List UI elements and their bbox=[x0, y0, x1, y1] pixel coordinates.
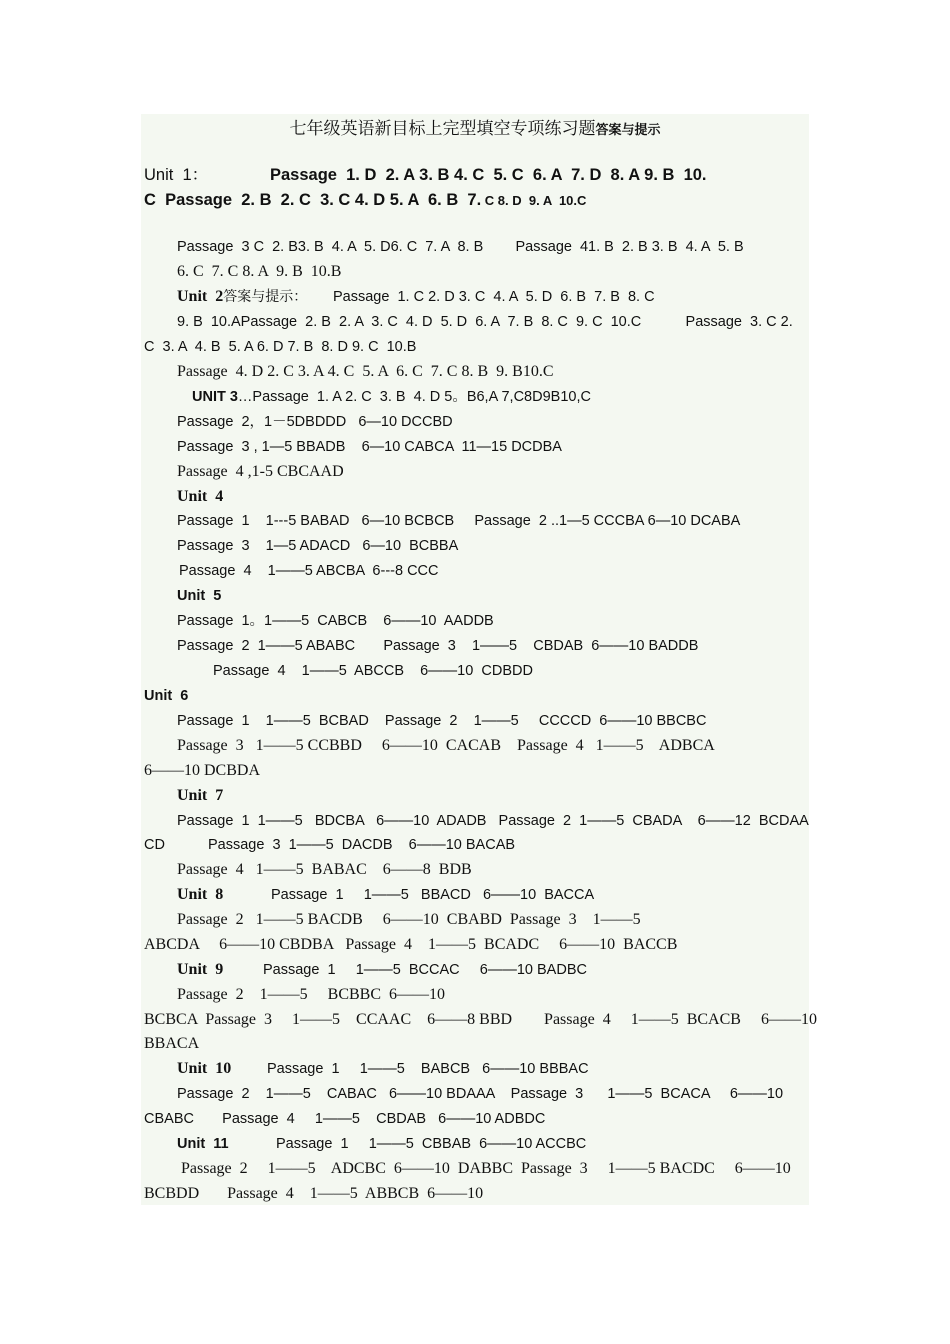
unit11-line3: BCBDD Passage 4 1——5 ABBCB 6——10 bbox=[144, 1185, 484, 1202]
unit3-line1 bbox=[192, 387, 591, 407]
title-main: 七年级英语新目标上完型填空专项练习题 bbox=[289, 119, 596, 139]
unit5-line2: Passage 2 1——5 ABABC Passage 3 1——5 CBDAB 6——10 BADDB bbox=[177, 638, 699, 654]
unit11-line1: Passage 1 1——5 CBBAB 6——10 ACCBC bbox=[276, 1136, 587, 1152]
unit10-line3: CBABC Passage 4 1——5 CBDAB 6——10 ADBDC bbox=[144, 1111, 546, 1127]
unit7-line3: Passage 4 1——5 BABAC 6——8 BDB bbox=[177, 861, 472, 878]
unit1-line4: 6. C 7. C 8. A 9. B 10.B bbox=[177, 263, 342, 280]
unit5-line3: Passage 4 1——5 ABCCB 6——10 CDBDD bbox=[213, 663, 533, 679]
unit11-label: Unit 11 bbox=[177, 1136, 229, 1152]
unit7-line1: Passage 1 1——5 BDCBA 6——10 ADADB Passage 2 1——5 CBADA 6——12 BCDAA bbox=[177, 813, 809, 829]
unit1-line1: Passage 1. D 2. A 3. B 4. C 5. C 6. A 7. D 8. A 9. B 10. bbox=[270, 166, 707, 184]
unit6-line1: Passage 1 1——5 BCBAD Passage 2 1——5 CCCCD 6——10 BBCBC bbox=[177, 713, 707, 729]
unit9-line1: Passage 1 1——5 BCCAC 6——10 BADBC bbox=[263, 962, 587, 978]
unit3-line1-text: Passage 1. A 2. C 3. B 4. D 5。B6,A 7,C8D9B10,C bbox=[252, 389, 591, 405]
unit6-line3: 6——10 DCBDA bbox=[144, 762, 261, 779]
unit4-line2: Passage 3 1—5 ADACD 6—10 BCBBA bbox=[177, 538, 459, 554]
unit3-line4: Passage 4 ,1-5 CBCAAD bbox=[177, 463, 344, 480]
unit5-label: Unit 5 bbox=[177, 588, 222, 604]
unit10-line1: Passage 1 1——5 BABCB 6——10 BBBAC bbox=[267, 1061, 589, 1077]
unit10-label: Unit 10 bbox=[177, 1060, 232, 1077]
unit9-line2: Passage 2 1——5 BCBBC 6——10 bbox=[177, 986, 446, 1003]
unit2-hint: 答案与提示： bbox=[223, 289, 308, 305]
unit6-line2: Passage 3 1——5 CCBBD 6——10 CACAB Passage 4 1——5 ADBCA bbox=[177, 737, 715, 754]
page-title bbox=[0, 118, 950, 142]
unit9-line4: BBACA bbox=[144, 1035, 200, 1052]
unit3-line3: Passage 3 , 1—5 BBADB 6—10 CABCA 11—15 DCDBA bbox=[177, 439, 562, 455]
title-suffix: 答案与提示 bbox=[595, 123, 661, 138]
unit4-label: Unit 4 bbox=[177, 488, 224, 505]
unit9-line3: BCBCA Passage 3 1——5 CCAAC 6——8 BBD Passage 4 1——5 BCACB 6——10 bbox=[144, 1011, 817, 1028]
unit3-line2: Passage 2，1－5DBDDD 6—10 DCCBD bbox=[177, 414, 453, 430]
unit8-label: Unit 8 bbox=[177, 886, 224, 903]
unit10-line2: Passage 2 1——5 CABAC 6——10 BDAAA Passage 3 1——5 BCACA 6——10 bbox=[177, 1086, 784, 1102]
unit1-line2a: C Passage 2. B 2. C 3. C 4. D 5. A 6. B 7. bbox=[144, 191, 482, 209]
unit2-line1: Passage 1. C 2. D 3. C 4. A 5. D 6. B 7. B 8. C bbox=[333, 289, 655, 305]
unit8-line3: ABCDA 6——10 CBDBA Passage 4 1——5 BCADC 6——10 BACCB bbox=[144, 936, 678, 953]
unit7-line2b: Passage 3 1——5 DACDB 6——10 BACAB bbox=[208, 837, 516, 853]
unit2-line4: Passage 4. D 2. C 3. A 4. C 5. A 6. C 7. C 8. B 9. B10.C bbox=[177, 363, 554, 380]
unit11-line2: Passage 2 1——5 ADCBC 6——10 DABBC Passage 3 1——5 BACDC 6——10 bbox=[181, 1160, 791, 1177]
unit1-line2 bbox=[144, 190, 586, 211]
unit8-line2: Passage 2 1——5 BACDB 6——10 CBABD Passage 3 1——5 bbox=[177, 911, 641, 928]
unit7-line2a: CD bbox=[144, 837, 165, 853]
unit5-line1: Passage 1。1——5 CABCB 6——10 AADDB bbox=[177, 613, 494, 629]
unit8-line1: Passage 1 1——5 BBACD 6——10 BACCA bbox=[271, 887, 595, 903]
unit1-line3: Passage 3 C 2. B3. B 4. A 5. D6. C 7. A 8. B Passage 41. B 2. B 3. B 4. A 5. B bbox=[177, 239, 744, 255]
unit9-label: Unit 9 bbox=[177, 961, 224, 978]
unit3-label: UNIT 3 bbox=[192, 389, 238, 405]
unit3-dots: … bbox=[237, 389, 253, 405]
unit2-line2: 9. B 10.APassage 2. B 2. A 3. C 4. D 5. D 6. A 7. B 8. C 9. C 10.C Passage 3. C 2. bbox=[177, 314, 793, 330]
unit2-header bbox=[177, 287, 307, 307]
unit1-line2b: C 8. D 9. A 10.C bbox=[481, 193, 587, 208]
unit1-label: Unit 1： bbox=[144, 166, 209, 184]
unit2-label: Unit 2 bbox=[177, 288, 224, 305]
unit2-line3: C 3. A 4. B 5. A 6. D 7. B 8. D 9. C 10.B bbox=[144, 339, 417, 355]
unit7-label: Unit 7 bbox=[177, 787, 224, 804]
unit4-line1: Passage 1 1---5 BABAD 6—10 BCBCB Passage 2 ..1—5 CCCBA 6—10 DCABA bbox=[177, 513, 741, 529]
unit4-line3: Passage 4 1——5 ABCBA 6---8 CCC bbox=[179, 563, 439, 579]
unit6-label: Unit 6 bbox=[144, 688, 189, 704]
